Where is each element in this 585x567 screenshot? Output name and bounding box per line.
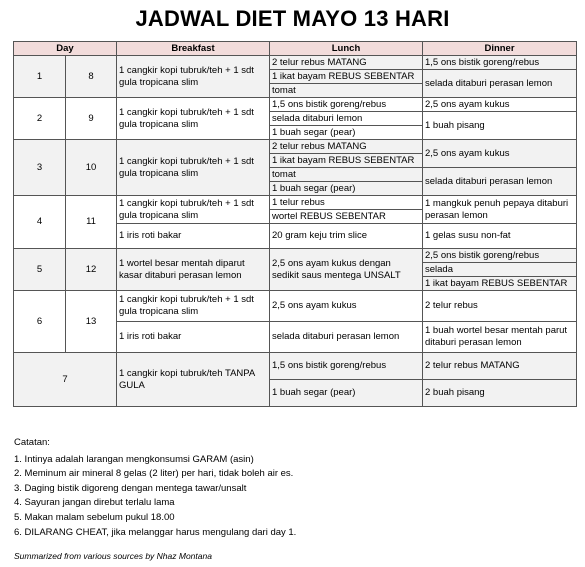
day-number: 13 — [66, 291, 117, 353]
day-number: 5 — [14, 249, 66, 291]
lunch-cell: 1 ikat bayam REBUS SEBENTAR — [270, 154, 423, 168]
lunch-cell: 1 buah segar (pear) — [270, 380, 423, 407]
breakfast-cell: 1 cangkir kopi tubruk/teh + 1 sdt gula tropicana slim — [117, 196, 270, 224]
lunch-cell: 2,5 ons ayam kukus — [270, 291, 423, 322]
dinner-cell: 2,5 ons bistik goreng/rebus — [423, 249, 577, 263]
lunch-cell: 20 gram keju trim slice — [270, 224, 423, 249]
note-item: 6. DILARANG CHEAT, jika melanggar harus mengulang dari day 1. — [14, 526, 297, 538]
lunch-cell: wortel REBUS SEBENTAR — [270, 210, 423, 224]
day-number: 10 — [66, 140, 117, 196]
breakfast-cell: 1 cangkir kopi tubruk/teh TANPA GULA — [117, 353, 270, 407]
lunch-cell: selada ditaburi perasan lemon — [270, 322, 423, 353]
source-credit: Summarized from various sources by Nhaz Montana — [14, 551, 212, 561]
table-row — [14, 249, 577, 263]
dinner-cell: 2 buah pisang — [423, 380, 577, 407]
lunch-cell: 1,5 ons bistik goreng/rebus — [270, 98, 423, 112]
table-row — [14, 140, 577, 154]
note-item: 2. Meminum air mineral 8 gelas (2 liter) per hari, tidak boleh air es. — [14, 468, 294, 480]
day-number: 4 — [14, 196, 66, 249]
page-title: JADWAL DIET MAYO 13 HARI — [135, 6, 450, 31]
dinner-cell: 1,5 ons bistik goreng/rebus — [423, 56, 577, 70]
table-row — [14, 196, 577, 210]
day-number: 11 — [66, 196, 117, 249]
lunch-cell: 1 ikat bayam REBUS SEBENTAR — [270, 70, 423, 84]
note-item: 1. Intinya adalah larangan mengkonsumsi GARAM (asin) — [14, 453, 254, 465]
table-row — [14, 98, 577, 112]
dinner-cell: selada ditaburi perasan lemon — [423, 70, 577, 98]
lunch-cell: 1 telur rebus — [270, 196, 423, 210]
day-number: 12 — [66, 249, 117, 291]
diet-schedule-table — [13, 41, 577, 407]
dinner-cell: 2 telur rebus — [423, 291, 577, 322]
dinner-cell: 2,5 ons ayam kukus — [423, 98, 577, 112]
table-row — [14, 353, 577, 380]
day-number: 3 — [14, 140, 66, 196]
lunch-cell: 1,5 ons bistik goreng/rebus — [270, 353, 423, 380]
header-breakfast: Breakfast — [117, 42, 270, 56]
lunch-cell: tomat — [270, 84, 423, 98]
dinner-cell: 2,5 ons ayam kukus — [423, 140, 577, 168]
notes-section — [14, 436, 296, 540]
day-number: 9 — [66, 98, 117, 140]
lunch-cell: 2 telur rebus MATANG — [270, 56, 423, 70]
table-header-row — [14, 42, 577, 56]
lunch-cell: selada ditaburi lemon — [270, 112, 423, 126]
table-row — [14, 291, 577, 322]
note-item: 5. Makan malam sebelum pukul 18.00 — [14, 511, 175, 523]
notes-heading: Catatan: — [14, 437, 50, 448]
day-number: 2 — [14, 98, 66, 140]
header-day: Day — [14, 42, 117, 56]
dinner-cell: 1 gelas susu non-fat — [423, 224, 577, 249]
dinner-cell: 1 mangkuk penuh pepaya ditaburi perasan lemon — [423, 196, 577, 224]
breakfast-cell: 1 cangkir kopi tubruk/teh + 1 sdt gula tropicana slim — [117, 98, 270, 140]
lunch-cell: 2 telur rebus MATANG — [270, 140, 423, 154]
breakfast-cell: 1 wortel besar mentah diparut kasar ditaburi perasan lemon — [117, 249, 270, 291]
dinner-cell: selada ditaburi perasan lemon — [423, 168, 577, 196]
note-item: 4. Sayuran jangan direbut terlalu lama — [14, 497, 175, 509]
day-number: 8 — [66, 56, 117, 98]
breakfast-cell: 1 iris roti bakar — [117, 224, 270, 249]
dinner-cell: 2 telur rebus MATANG — [423, 353, 577, 380]
header-lunch: Lunch — [270, 42, 423, 56]
lunch-cell: 1 buah segar (pear) — [270, 126, 423, 140]
dinner-cell: 1 buah wortel besar mentah parut ditaburi perasan lemon — [423, 322, 577, 353]
table-row — [14, 56, 577, 70]
note-item: 3. Daging bistik digoreng dengan mentega tawar/unsalt — [14, 482, 247, 494]
lunch-cell: tomat — [270, 168, 423, 182]
breakfast-cell: 1 iris roti bakar — [117, 322, 270, 353]
day-number: 1 — [14, 56, 66, 98]
dinner-cell: 1 ikat bayam REBUS SEBENTAR — [423, 277, 577, 291]
breakfast-cell: 1 cangkir kopi tubruk/teh + 1 sdt gula tropicana slim — [117, 56, 270, 98]
header-dinner: Dinner — [423, 42, 577, 56]
lunch-cell: 2,5 ons ayam kukus dengan sedikit saus mentega UNSALT — [270, 249, 423, 291]
day-number: 6 — [14, 291, 66, 353]
lunch-cell: 1 buah segar (pear) — [270, 182, 423, 196]
breakfast-cell: 1 cangkir kopi tubruk/teh + 1 sdt gula tropicana slim — [117, 291, 270, 322]
dinner-cell: selada — [423, 263, 577, 277]
breakfast-cell: 1 cangkir kopi tubruk/teh + 1 sdt gula tropicana slim — [117, 140, 270, 196]
dinner-cell: 1 buah pisang — [423, 112, 577, 140]
day-number: 7 — [14, 353, 117, 407]
